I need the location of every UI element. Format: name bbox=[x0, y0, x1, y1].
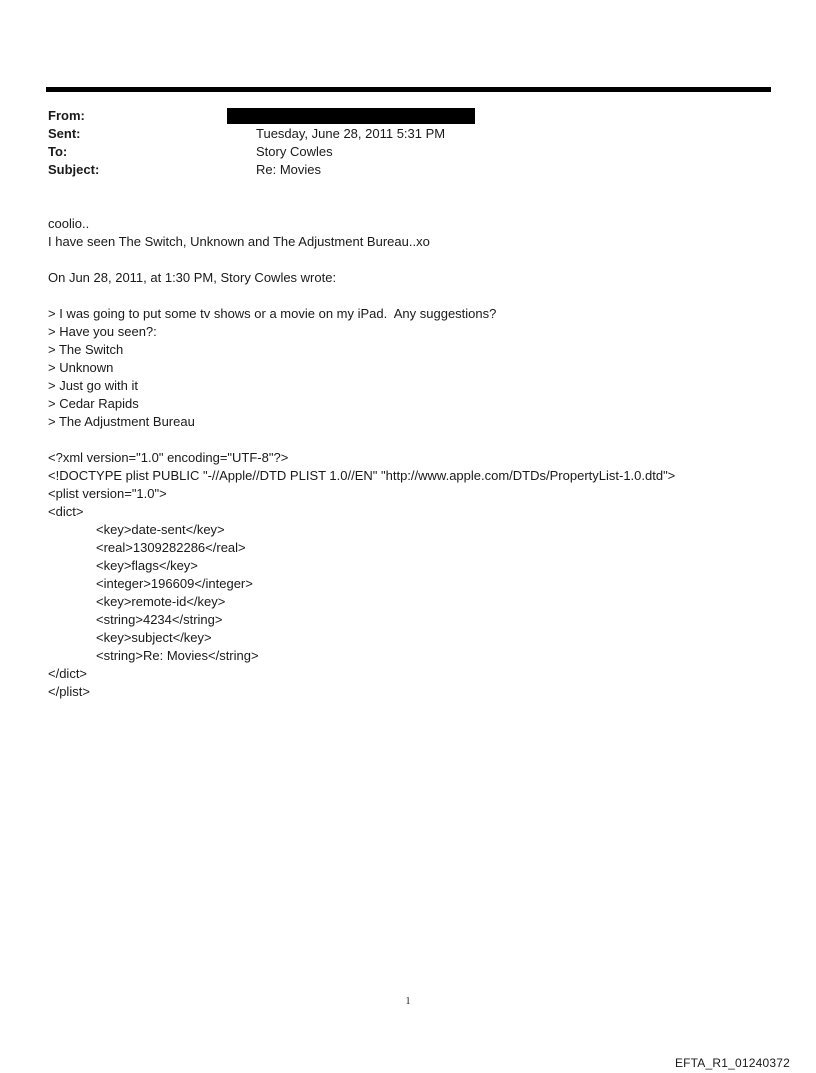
xml-line: <plist version="1.0"> bbox=[48, 486, 167, 501]
subject-label: Subject: bbox=[48, 162, 100, 177]
xml-line: <string>4234</string> bbox=[96, 612, 223, 627]
xml-line: <dict> bbox=[48, 504, 84, 519]
body-line: coolio.. bbox=[48, 216, 90, 231]
quoted-line: > The Switch bbox=[48, 342, 124, 357]
top-rule bbox=[46, 87, 771, 92]
xml-line: <key>flags</key> bbox=[96, 558, 198, 573]
xml-line: <string>Re: Movies</string> bbox=[96, 648, 259, 663]
xml-line: <!DOCTYPE plist PUBLIC "-//Apple//DTD PLIST 1.0//EN" "http://www.apple.com/DTDs/PropertyList-1.0.dtd"> bbox=[48, 468, 676, 483]
body-line: I have seen The Switch, Unknown and The Adjustment Bureau..xo bbox=[48, 234, 430, 249]
page-number: 1 bbox=[405, 996, 411, 1007]
quoted-line: > Just go with it bbox=[48, 378, 138, 393]
redacted-sender bbox=[227, 108, 475, 124]
to-value: Story Cowles bbox=[256, 144, 333, 159]
xml-line: </dict> bbox=[48, 666, 88, 681]
xml-line: <?xml version="1.0" encoding="UTF-8"?> bbox=[48, 450, 289, 465]
sent-label: Sent: bbox=[48, 126, 81, 141]
xml-line: <key>remote-id</key> bbox=[96, 594, 226, 609]
document-id: EFTA_R1_01240372 bbox=[674, 1056, 790, 1070]
attribution-line: On Jun 28, 2011, at 1:30 PM, Story Cowles wrote: bbox=[48, 270, 337, 285]
quoted-line: > Cedar Rapids bbox=[48, 396, 139, 411]
xml-line: <key>date-sent</key> bbox=[96, 522, 225, 537]
xml-line: </plist> bbox=[48, 684, 90, 699]
sent-value: Tuesday, June 28, 2011 5:31 PM bbox=[256, 126, 446, 141]
xml-line: <real>1309282286</real> bbox=[96, 540, 246, 555]
quoted-line: > Have you seen?: bbox=[48, 324, 157, 339]
subject-value: Re: Movies bbox=[256, 162, 322, 177]
quoted-line: > The Adjustment Bureau bbox=[48, 414, 195, 429]
from-label: From: bbox=[48, 108, 85, 123]
quoted-line: > I was going to put some tv shows or a movie on my iPad. Any suggestions? bbox=[48, 306, 497, 321]
quoted-line: > Unknown bbox=[48, 360, 114, 375]
to-label: To: bbox=[48, 144, 68, 159]
xml-line: <key>subject</key> bbox=[96, 630, 212, 645]
xml-line: <integer>196609</integer> bbox=[96, 576, 253, 591]
